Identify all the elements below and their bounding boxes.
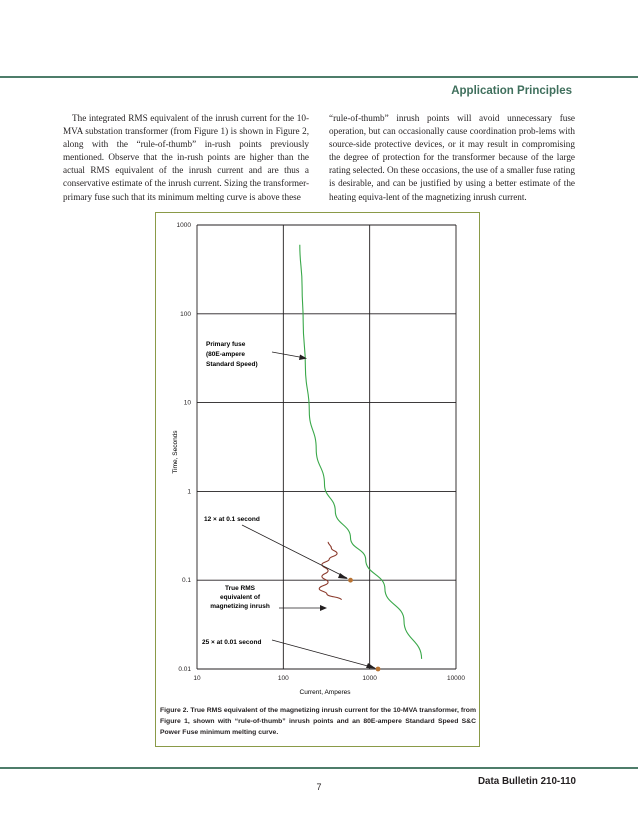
point25-label: 25 × at 0.01 second xyxy=(202,639,262,646)
chart-series xyxy=(300,245,422,659)
rms-label-line3: magnetizing inrush xyxy=(210,603,270,610)
point25-leader-arrowhead xyxy=(366,663,376,669)
point12-label: 12 × at 0.1 second xyxy=(204,516,260,523)
y-tick-label: 0.01 xyxy=(178,666,191,673)
page-number: 7 xyxy=(316,782,322,792)
chart-annotations xyxy=(202,341,376,669)
bulletin-label: Data Bulletin 210-110 xyxy=(477,776,576,787)
x-tick-label: 10000 xyxy=(446,675,466,682)
y-tick-label: 100 xyxy=(180,310,191,318)
y-axis-label: Time, Seconds xyxy=(172,430,179,474)
rms-inrush-curve xyxy=(319,542,341,600)
figure-caption: Figure 2. True RMS equivalent of the magnetizing inrush current for the 10-MVA transformer, from Figure 1, shown with “rule-of-thumb” inrush points and an 80E-ampere Standard Speed S&C Power Fuse minimum melting curve. xyxy=(160,707,476,736)
fuse-label-line3: Standard Speed) xyxy=(206,361,258,368)
y-tick-label: 0.1 xyxy=(181,577,191,585)
point25-leader-line xyxy=(272,640,375,668)
x-axis-label: Current, Amperes xyxy=(299,689,351,696)
chart-points xyxy=(348,578,380,672)
x-tick-label: 10 xyxy=(193,675,201,682)
rms-label-line1: True RMS xyxy=(225,585,255,592)
point12-leader-line xyxy=(242,525,347,578)
x-tick-label: 100 xyxy=(277,675,289,682)
fuse-label-line2: (80E-ampere xyxy=(206,351,246,358)
inrush-point-25x xyxy=(376,667,381,672)
x-tick-label: 1000 xyxy=(362,675,377,682)
inrush-point-12x xyxy=(348,578,353,583)
body-text-left: The integrated RMS equivalent of the inrush current for the 10-MVA substation transformer (from Figure 1) is shown in Figure 2, along with the “rule-of-thumb” in-rush points previously mentioned. Observe that the in-rush points are higher than the actual RMS equivalent of the inrush current and are thus a conservative estimate of the inrush current. Sizing the transformer-primary fuse such that its minimum melting curve is above these xyxy=(63,113,310,202)
y-tick-label: 10 xyxy=(183,399,191,407)
y-tick-label: 1 xyxy=(187,488,191,496)
fuse-label-line1: Primary fuse xyxy=(206,341,246,348)
fuse-curve xyxy=(300,245,422,659)
chart-tick-labels xyxy=(177,222,466,682)
rms-label-line2: equivalent of xyxy=(219,594,261,601)
y-tick-label: 1000 xyxy=(176,222,191,229)
body-text-right: “rule-of-thumb” inrush points will avoid unnecessary fuse operation, but can occasionally cause coordination prob-lems with source-side protective devices, or it may result in compromising the degree of protection for the transformer because of the large rating selected. On these occasions, the use of a smaller fuse rating is desirable, and can be justified by using a better estimate of the heating equiva-lent of the magnetizing inrush current. xyxy=(329,113,575,202)
footer-rule xyxy=(0,767,638,769)
rms-leader-arrowhead xyxy=(320,605,327,611)
section-title: Application Principles xyxy=(451,85,572,97)
